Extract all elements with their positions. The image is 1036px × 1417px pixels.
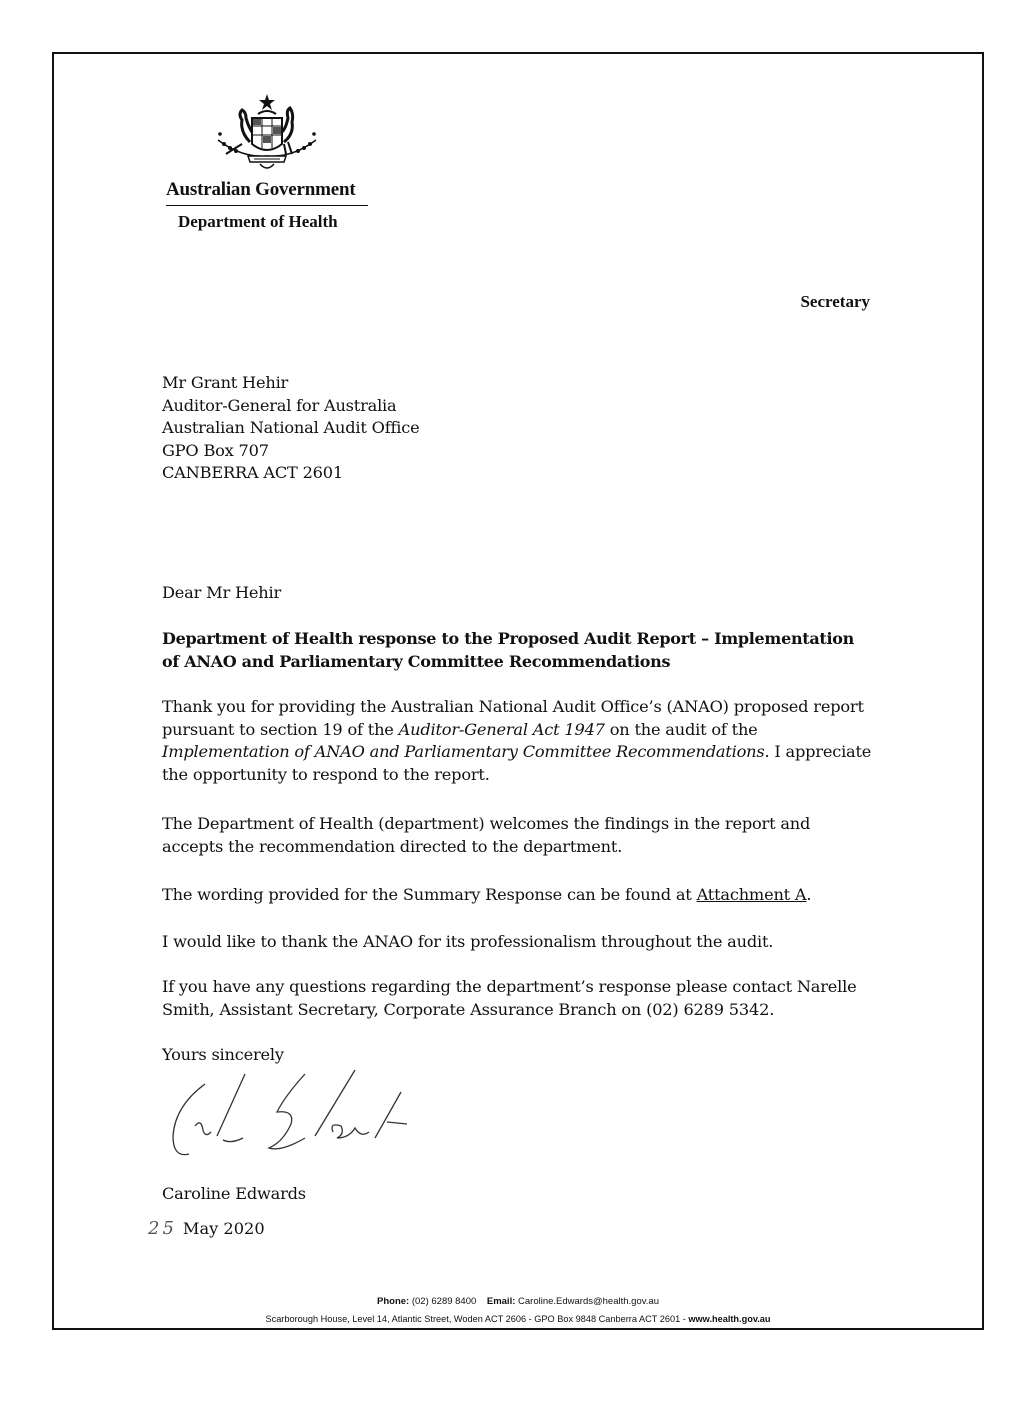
- recipient-address: [162, 372, 874, 485]
- paragraph-findings: The Department of Health (department) welcomes the findings in the report and accepts the recommendation directed to the department.: [162, 814, 811, 856]
- letter-subject: Department of Health response to the Proposed Audit Report – Implementation of ANAO and Parliamentary Committee Recommendations: [162, 629, 855, 671]
- salutation: Dear Mr Hehir: [162, 583, 281, 602]
- website-link: www.health.gov.au: [688, 1314, 771, 1324]
- closing: Yours sincerely: [162, 1045, 284, 1064]
- paragraph-thanks: I would like to thank the ANAO for its professionalism throughout the audit.: [162, 932, 774, 951]
- recipient-line: Auditor-General for Australia: [162, 395, 397, 415]
- footer-contact: [0, 1296, 1036, 1307]
- letterhead-divider: [166, 205, 368, 206]
- paragraph-attachment: [162, 884, 874, 907]
- government-name: Australian Government: [166, 179, 356, 200]
- recipient-line: GPO Box 707: [162, 440, 269, 460]
- paragraph-text: .: [806, 885, 812, 904]
- date-month-year: May 2020: [182, 1219, 265, 1238]
- paragraph-acknowledgement: [162, 696, 874, 786]
- recipient-line: CANBERRA ACT 2601: [162, 463, 343, 483]
- footer-address: [0, 1314, 1036, 1324]
- attachment-reference: Attachment A: [696, 885, 807, 904]
- postal-address: Scarborough House, Level 14, Atlantic Street, Woden ACT 2606 - GPO Box 9848 Canberra ACT 2601 -: [265, 1314, 689, 1324]
- recipient-line: Mr Grant Hehir: [162, 373, 289, 392]
- paragraph-text: The wording provided for the Summary Response can be found at: [162, 885, 697, 904]
- signer-name: Caroline Edwards: [162, 1184, 306, 1203]
- coat-of-arms-icon: [212, 92, 322, 174]
- sender-role: Secretary: [800, 292, 870, 311]
- email-address: Caroline.Edwards@health.gov.au: [518, 1296, 659, 1307]
- handwritten-day: 25: [148, 1218, 177, 1239]
- email-label: Email:: [486, 1296, 516, 1307]
- recipient-line: Australian National Audit Office: [162, 418, 420, 438]
- letter-date: [148, 1216, 265, 1242]
- paragraph-text: Thank you for providing the Australian National Audit Office’s (ANAO) proposed report pursuant to section 19 of the: [162, 697, 864, 739]
- paragraph-text: . I appreciate the opportunity to respond to the report.: [162, 742, 872, 784]
- phone-label: Phone:: [377, 1296, 410, 1307]
- department-name: Department of Health: [178, 212, 338, 231]
- act-name: Auditor-General Act 1947: [398, 719, 605, 739]
- report-name: Implementation of ANAO and Parliamentary Committee Recommendations: [162, 742, 765, 762]
- handwritten-signature: [165, 1066, 445, 1166]
- paragraph-contact: If you have any questions regarding the department’s response please contact Narelle Smith, Assistant Secretary, Corporate Assurance Branch on (02) 6289 5342.: [162, 977, 857, 1019]
- phone-number: (02) 6289 8400: [411, 1296, 477, 1307]
- paragraph-text: on the audit of the: [604, 719, 758, 739]
